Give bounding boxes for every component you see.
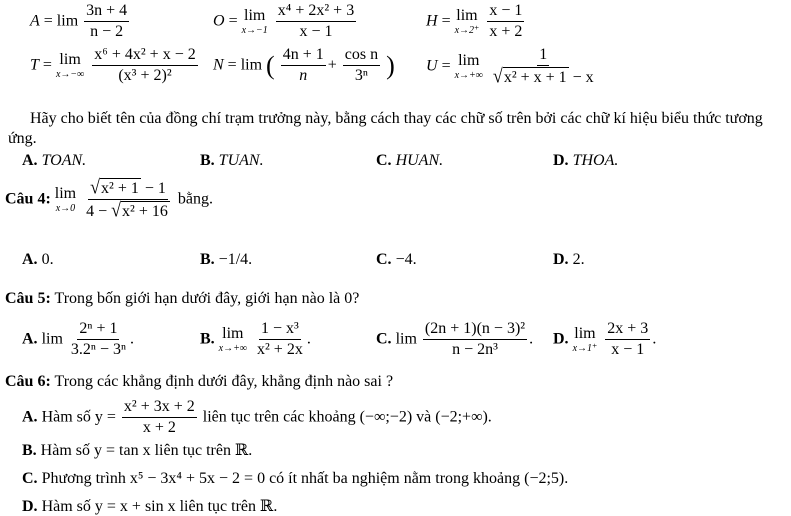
limit-T-denominator: (x³ + 2)² bbox=[118, 67, 172, 85]
limit-O-sub: x→−1 bbox=[241, 24, 268, 36]
question-4-fraction bbox=[84, 175, 172, 222]
limit-N: N = lim ( $\frac{4n + 1}{n}$ + $\frac{\text{cos n}}{\text{3ⁿ}}$ ) bbox=[213, 46, 395, 85]
limit-H-sub: x→2⁺ bbox=[454, 24, 480, 36]
limit-H-fraction bbox=[487, 2, 524, 42]
q4-option-c[interactable]: C. −4. bbox=[376, 251, 417, 268]
question-5 bbox=[5, 291, 359, 307]
limit-N-term2-den: 3ⁿ bbox=[354, 67, 368, 85]
limit-N-term1 bbox=[281, 46, 326, 86]
limit-O-numerator: x⁴ + 2x² + 3 bbox=[276, 2, 356, 22]
limit-H-numerator: x − 1 bbox=[487, 2, 524, 22]
limit-U-fraction bbox=[491, 46, 596, 88]
q6-option-d[interactable]: D. Hàm số y = x + sin x liên tục trên ℝ. bbox=[22, 498, 278, 515]
name-option-a[interactable]: A. TOAN. bbox=[22, 152, 87, 169]
limit-N-term2 bbox=[343, 46, 380, 86]
q5-option-b[interactable]: B. lim x→+∞ $\frac{\text{1 − x³}}{\text{x² + 2x}}$ . bbox=[200, 320, 311, 359]
question-4-tail: bằng. bbox=[177, 190, 213, 208]
limit-T-sub: x→−∞ bbox=[55, 68, 85, 80]
q4-option-a[interactable]: A. 0. bbox=[22, 251, 54, 268]
limit-O-denominator: x − 1 bbox=[299, 23, 333, 41]
limit-U-numerator: 1 bbox=[537, 46, 549, 66]
limit-A-denominator: n − 2 bbox=[90, 23, 124, 41]
limit-H: H = lim x→2⁺ $\frac{x - 1}{x + 2}$ bbox=[426, 2, 523, 41]
limit-A: A = lim $\frac{3n + 4}{n - 2}$ bbox=[30, 2, 128, 41]
limit-T: T = lim x→−∞ $\frac{\text{x⁶ + 4x² + x − 2}}{\text{(x³ + 2)²}}$ bbox=[30, 46, 196, 85]
limit-U-denominator: √ x² + x + 1 − x bbox=[492, 65, 594, 88]
limit-O-operator: lim x→−1 bbox=[241, 6, 268, 36]
limit-N-term1-den: n bbox=[299, 67, 308, 85]
q5-option-c[interactable]: C. lim $\frac{\text{(2n + 1)(n − 3)²}}{\text{n − 2n³}}$ . bbox=[376, 320, 534, 359]
name-option-d[interactable]: D. THOA. bbox=[553, 152, 619, 169]
limit-U-sub: x→+∞ bbox=[454, 69, 483, 81]
limit-N-term2-num: cos n bbox=[343, 46, 380, 66]
limit-U-name: U bbox=[426, 57, 438, 75]
question-4 bbox=[5, 175, 213, 222]
limit-A-fraction bbox=[84, 2, 129, 42]
limit-O: O = lim x→−1 $\frac{\text{x⁴ + 2x² + 3}}{x - 1}$ bbox=[213, 2, 355, 41]
q4-option-b[interactable]: B. −1/4. bbox=[200, 251, 253, 268]
limit-T-name: T bbox=[30, 56, 39, 74]
q4-option-d[interactable]: D. 2. bbox=[553, 251, 585, 268]
question-6-label: Câu 6: bbox=[5, 373, 51, 390]
limit-O-name: O bbox=[213, 12, 225, 30]
limit-H-name: H bbox=[426, 12, 438, 30]
limit-O-fraction bbox=[276, 2, 356, 42]
name-option-b[interactable]: B. TUAN. bbox=[200, 152, 264, 169]
question-4-denominator: 4 − √ x² + 16 bbox=[86, 199, 168, 222]
question-4-operator: lim x→0 bbox=[54, 184, 77, 214]
question-5-text: Trong bốn giới hạn dưới đây, giới hạn nào là 0? bbox=[54, 290, 360, 307]
intro-paragraph: Hãy cho biết tên của đồng chí trạm trưởng này, bằng cách thay các chữ số trên bởi các chữ kí hiệu biểu thức tương ứng. bbox=[8, 110, 763, 147]
question-4-numerator: √ x² + 1 − 1 bbox=[88, 178, 168, 200]
question-6 bbox=[5, 374, 393, 390]
limit-H-denominator: x + 2 bbox=[489, 23, 523, 41]
question-6-text: Trong các khẳng định dưới đây, khẳng định nào sai ? bbox=[54, 373, 394, 390]
question-5-label: Câu 5: bbox=[5, 290, 51, 307]
name-option-c[interactable]: C. HUAN. bbox=[376, 152, 444, 169]
limit-T-numerator: x⁶ + 4x² + x − 2 bbox=[92, 46, 197, 66]
limit-U: U = lim x→+∞ 1 √ x² + x + 1 − x bbox=[426, 46, 594, 88]
question-4-label: Câu 4: bbox=[5, 190, 51, 208]
limit-H-operator: lim x→2⁺ bbox=[454, 6, 480, 36]
q6-option-a[interactable]: A. Hàm số y = $\frac{\text{x² + 3x + 2}}{x + 2}$ liên tục trên các khoảng (−∞;−2) và (−2;+∞). bbox=[22, 398, 492, 437]
q5-option-d[interactable]: D. lim x→1⁺ $\frac{2x + 3}{x - 1}$ . bbox=[553, 320, 657, 359]
q5-option-a[interactable]: A. lim $\frac{\text{2ⁿ + 1}}{\text{3.2ⁿ − 3ⁿ}}$ . bbox=[22, 320, 135, 359]
sqrt: √ x² + x + 1 bbox=[492, 65, 567, 88]
q6-option-b[interactable]: B. Hàm số y = tan x liên tục trên ℝ. bbox=[22, 442, 253, 459]
limit-N-term1-num: 4n + 1 bbox=[281, 46, 326, 66]
limit-T-fraction bbox=[92, 46, 197, 86]
paren-close: ) bbox=[386, 50, 395, 80]
limit-A-numerator: 3n + 4 bbox=[84, 2, 129, 22]
q6-option-c[interactable]: C. Phương trình x⁵ − 3x⁴ + 5x − 2 = 0 có ít nhất ba nghiệm nằm trong khoảng (−2;5). bbox=[22, 470, 569, 487]
limit-T-operator: lim x→−∞ bbox=[55, 50, 85, 80]
limit-N-name: N bbox=[213, 56, 224, 74]
limit-U-operator: lim x→+∞ bbox=[454, 51, 483, 81]
limit-A-name: A bbox=[30, 12, 40, 30]
paren-open: ( bbox=[266, 50, 275, 80]
